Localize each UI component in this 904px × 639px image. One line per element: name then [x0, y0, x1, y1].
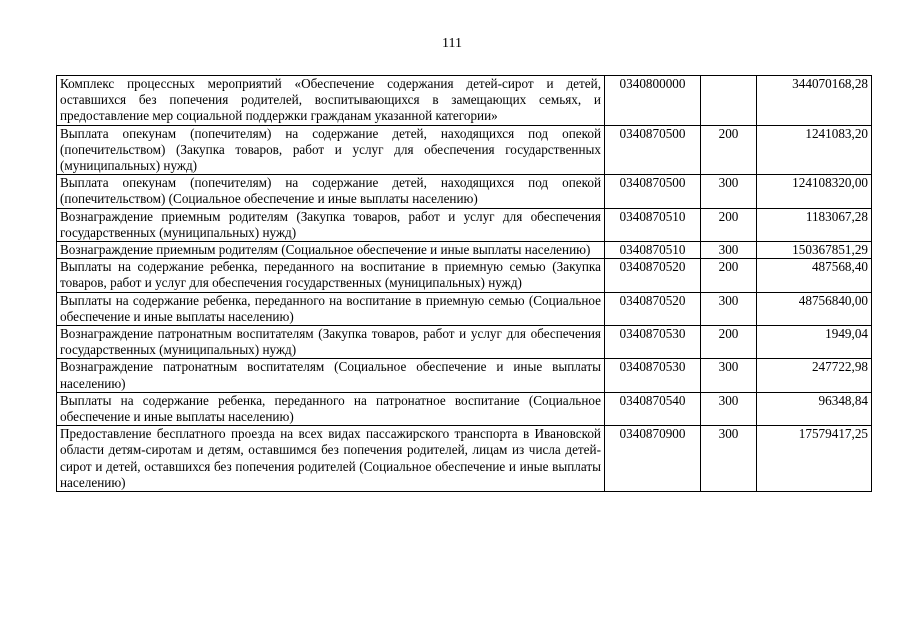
row-code: 0340870540 — [605, 392, 701, 425]
row-expense-type: 200 — [701, 326, 757, 359]
row-expense-type: 200 — [701, 259, 757, 292]
budget-table — [56, 75, 872, 492]
row-name: Предоставление бесплатного проезда на всех видах пассажирского транспорта в Ивановской области детям-сиротам и детям, оставшимся без попечения родителей, лицам из числа детей-сирот и детей, оставшихся без попечения родителей (Социальное обеспечение и иные выплаты населению) — [57, 426, 605, 492]
row-code: 0340800000 — [605, 76, 701, 126]
table-row — [57, 392, 872, 425]
row-sum: 96348,84 — [757, 392, 872, 425]
row-name: Вознаграждение патронатным воспитателям (Социальное обеспечение и иные выплаты населению) — [57, 359, 605, 392]
row-code: 0340870900 — [605, 426, 701, 492]
row-expense-type: 300 — [701, 426, 757, 492]
table-row — [57, 359, 872, 392]
row-sum: 247722,98 — [757, 359, 872, 392]
row-name: Вознаграждение приемным родителям (Социальное обеспечение и иные выплаты населению) — [57, 242, 605, 259]
row-sum: 344070168,28 — [757, 76, 872, 126]
table-row — [57, 326, 872, 359]
row-expense-type: 200 — [701, 125, 757, 175]
row-expense-type — [701, 76, 757, 126]
row-name: Выплата опекунам (попечителям) на содержание детей, находящихся под опекой (попечительством) (Закупка товаров, работ и услуг для обеспечения государственных (муниципальных) нужд) — [57, 125, 605, 175]
page-number: 111 — [442, 36, 462, 51]
table-row — [57, 242, 872, 259]
table-row — [57, 175, 872, 208]
row-code: 0340870500 — [605, 175, 701, 208]
table-row — [57, 292, 872, 325]
row-sum: 124108320,00 — [757, 175, 872, 208]
row-code: 0340870530 — [605, 326, 701, 359]
row-sum: 1183067,28 — [757, 208, 872, 241]
row-code: 0340870520 — [605, 259, 701, 292]
row-name: Комплекс процессных мероприятий «Обеспечение содержания детей-сирот и детей, оставшихся без попечения родителей, воспитывающихся в замещающих семьях, и предоставление мер социальной поддержки гражданам указанной категории» — [57, 76, 605, 126]
table-row — [57, 76, 872, 126]
row-expense-type: 300 — [701, 292, 757, 325]
row-code: 0340870510 — [605, 242, 701, 259]
table-row — [57, 125, 872, 175]
row-code: 0340870510 — [605, 208, 701, 241]
row-expense-type: 200 — [701, 208, 757, 241]
row-name: Выплата опекунам (попечителям) на содержание детей, находящихся под опекой (попечительством) (Социальное обеспечение и иные выплаты населению) — [57, 175, 605, 208]
row-expense-type: 300 — [701, 359, 757, 392]
row-sum: 1949,04 — [757, 326, 872, 359]
row-expense-type: 300 — [701, 242, 757, 259]
row-code: 0340870500 — [605, 125, 701, 175]
row-expense-type: 300 — [701, 175, 757, 208]
row-sum: 17579417,25 — [757, 426, 872, 492]
row-expense-type: 300 — [701, 392, 757, 425]
row-sum: 487568,40 — [757, 259, 872, 292]
row-sum: 48756840,00 — [757, 292, 872, 325]
row-code: 0340870520 — [605, 292, 701, 325]
row-code: 0340870530 — [605, 359, 701, 392]
row-sum: 1241083,20 — [757, 125, 872, 175]
row-name: Вознаграждение патронатным воспитателям (Закупка товаров, работ и услуг для обеспечения государственных (муниципальных) нужд) — [57, 326, 605, 359]
row-name: Выплаты на содержание ребенка, переданного на патронатное воспитание (Социальное обеспечение и иные выплаты населению) — [57, 392, 605, 425]
row-name: Вознаграждение приемным родителям (Закупка товаров, работ и услуг для обеспечения государственных (муниципальных) нужд) — [57, 208, 605, 241]
table-row — [57, 208, 872, 241]
row-sum: 150367851,29 — [757, 242, 872, 259]
row-name: Выплаты на содержание ребенка, переданного на воспитание в приемную семью (Закупка товаров, работ и услуг для обеспечения государственных (муниципальных) нужд) — [57, 259, 605, 292]
row-name: Выплаты на содержание ребенка, переданного на воспитание в приемную семью (Социальное обеспечение и иные выплаты населению) — [57, 292, 605, 325]
table-row — [57, 259, 872, 292]
table-row — [57, 426, 872, 492]
